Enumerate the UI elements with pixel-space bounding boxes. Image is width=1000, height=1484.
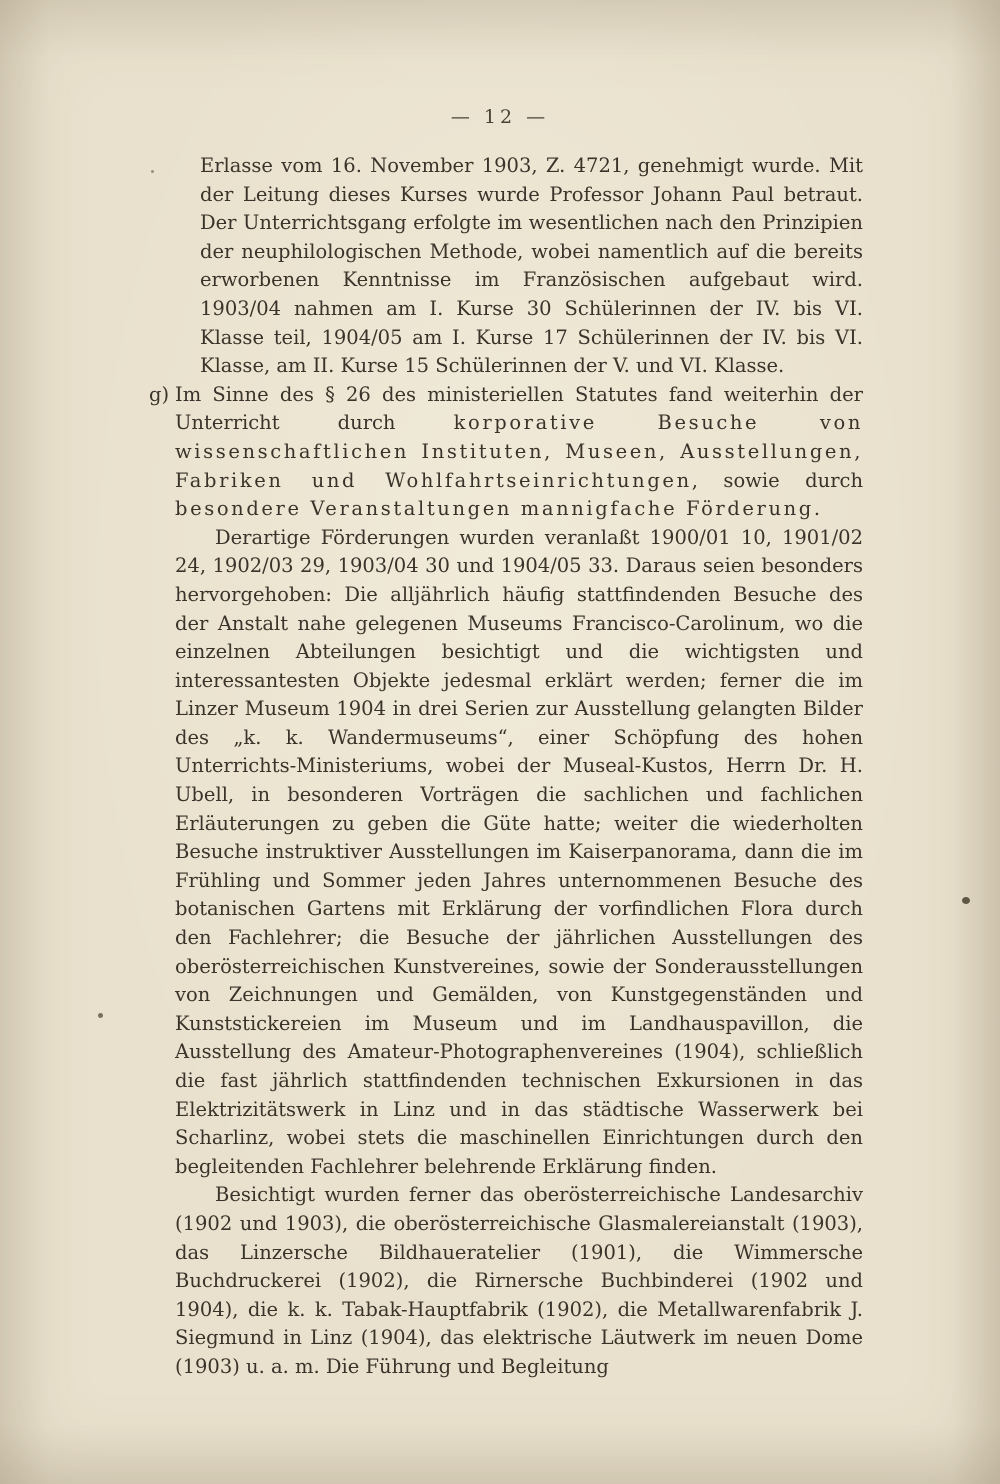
text-block [149, 152, 863, 1382]
scan-speck [962, 897, 970, 904]
list-item-g-text-3: . [813, 497, 821, 521]
page-number: — 12 — [450, 106, 550, 128]
list-item-g [149, 381, 863, 524]
paragraph-besichtigt: Besichtigt wurden ferner das oberösterreichische Landesarchiv (1902 und 1903), die oberösterreichische Glasmalereianstalt (1903), das Linzersche Bildhaueratelier (1901), die Wimmersche Buchdruckerei (1902), die Rirnersche Buchbinderei (1902 und 1904), die k. k. Tabak-Hauptfabrik (1902), die Metallwarenfabrik J. Siegmund in Linz (1904), das elektrische Läutwerk im neuen Dome (1903) u. a. m. Die Führung und Begleitung [175, 1183, 863, 1378]
list-item-g-text-2: , sowie durch [691, 468, 863, 492]
paragraph-foerderungen: Derartige Förderungen wurden veranlaßt 1900/01 10, 1901/02 24, 1902/03 29, 1903/04 30 und 1904/05 33. Daraus seien besonders hervorgehoben: Die alljährlich häufig stattfindenden Besuche des der Anstalt nahe gelegenen Museums Francisco-Carolinum, wo die einzelnen Abteilungen besichtigt und die wichtigsten und interessantesten Objekte jedesmal erklärt werden; ferner die im Linzer Museum 1904 in drei Serien zur Ausstellung gelangten Bilder des „k. k. Wandermuseums“, einer Schöpfung des hohen Unterrichts-Ministeriums, wobei der Museal-Kustos, Herrn Dr. H. Ubell, in besonderen Vorträgen die sachlichen und fachlichen Erläuterungen zu geben die Güte hatte; weiter die wiederholten Besuche instruktiver Ausstellungen im Kaiserpanorama, dann die im Frühling und Sommer jeden Jahres unternommenen Besuche des botanischen Gartens mit Erklärung der vorfindlichen Flora durch den Fachlehrer; die Besuche der jährlichen Ausstellungen des oberösterreichischen Kunstvereines, sowie der Sonderausstellungen von Zeichnungen und Gemälden, von Kunstgegenständen und Kunststickereien im Museum und im Landhauspavillon, die Ausstellung des Amateur-Photographenvereines (1904), schließlich die fast jährlich stattfindenden technischen Exkursionen in das Elektrizitätswerk in Linz und in das städtische Wasserwerk bei Scharlinz, wobei stets die maschinellen Einrichtungen durch den begleitenden Fachlehrer belehrende Erklärung finden. [175, 525, 863, 1178]
paragraph-continuation-kurs: Erlasse vom 16. November 1903, Z. 4721, genehmigt wurde. Mit der Leitung dieses Kurses wurde Professor Johann Paul betraut. Der Unterrichtsgang erfolgte im wesentlichen nach den Prinzipien der neuphilologischen Methode, wobei namentlich auf die bereits erworbenen Kenntnisse im Französischen aufgebaut wird. 1903/04 nahmen am I. Kurse 30 Schülerinnen der IV. bis VI. Klasse teil, 1904/05 am I. Kurse 17 Schülerinnen der IV. bis VI. Klasse, am II. Kurse 15 Schülerinnen der V. und VI. Klasse. [200, 154, 863, 378]
scan-speck [98, 1013, 103, 1018]
list-item-g-text-spaced-1: korporative Besuche von wissenschaftlichen Instituten, Museen, Ausstellungen, Fabriken und Wohlfahrtseinrichtungen [175, 411, 863, 492]
list-marker-g: g) [149, 382, 170, 406]
list-item-g-text-spaced-2: besondere Veranstaltungen mannigfache Förderung [175, 497, 814, 521]
list-item-g-text-1: Im Sinne des § 26 des ministeriellen Statutes fand weiterhin der Unterricht durch [175, 382, 863, 435]
scan-speck [470, 514, 473, 517]
scan-speck [151, 170, 154, 173]
